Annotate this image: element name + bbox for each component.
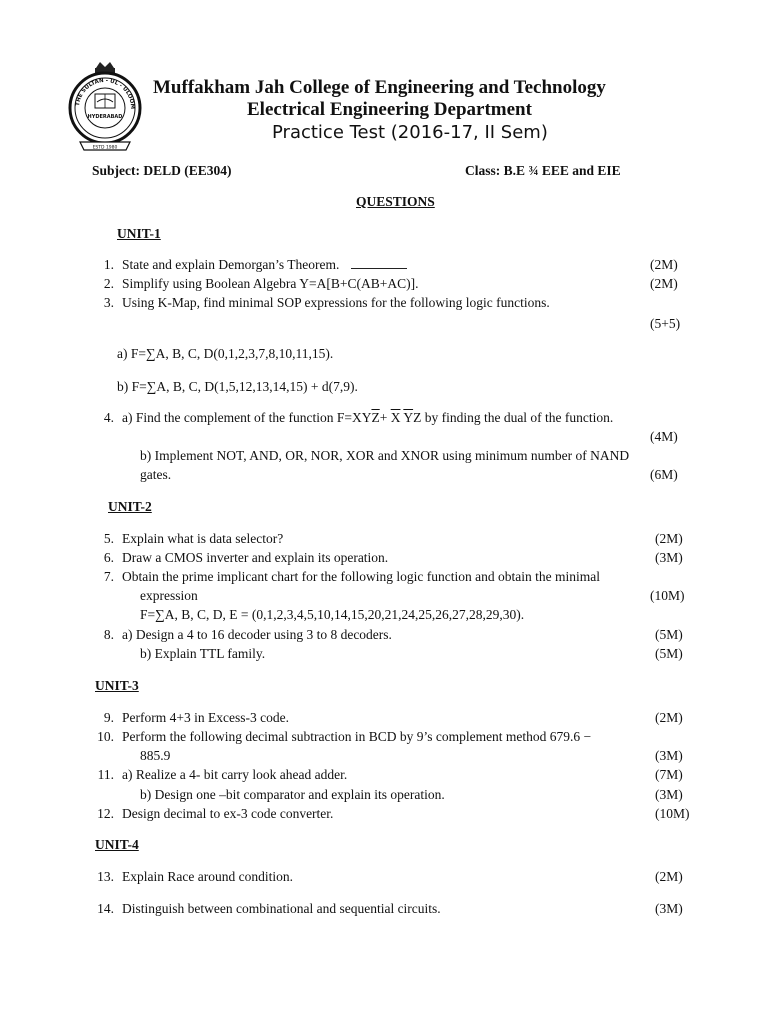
unit-2-heading: UNIT-2 xyxy=(108,499,152,514)
question-7-marks: (10M) xyxy=(650,588,685,603)
question-text: a) Realize a 4- bit carry look ahead adder. xyxy=(122,767,348,782)
question-number: 2. xyxy=(103,276,114,291)
question-number: 5. xyxy=(103,531,114,546)
question-10-cont: 885.9 xyxy=(140,748,171,763)
question-number: 1. xyxy=(103,257,114,272)
question-text: Perform 4+3 in Excess-3 code. xyxy=(122,710,289,725)
question-4a xyxy=(92,410,613,426)
question-text: Using K-Map, find minimal SOP expressions for the following logic functions. xyxy=(122,295,550,310)
unit-1-heading: UNIT-1 xyxy=(117,226,161,241)
question-number: 8. xyxy=(103,627,114,642)
question-8a-marks: (5M) xyxy=(655,627,683,642)
question-12-marks: (10M) xyxy=(655,806,690,821)
question-3b: b) F=∑A, B, C, D(1,5,12,13,14,15) + d(7,9). xyxy=(117,379,358,394)
question-3-marks: (5+5) xyxy=(650,316,681,331)
college-logo xyxy=(62,58,148,154)
unit-4-heading: UNIT-4 xyxy=(95,837,139,852)
questions-heading: QUESTIONS xyxy=(356,194,435,209)
question-5 xyxy=(92,531,283,547)
question-2-marks: (2M) xyxy=(650,276,678,291)
question-number: 13. xyxy=(97,869,114,884)
question-number: 3. xyxy=(103,295,114,310)
question-text: Distinguish between combinational and sequential circuits. xyxy=(122,901,441,916)
question-9 xyxy=(92,710,289,726)
question-7-expression: F=∑A, B, C, D, E = (0,1,2,3,4,5,10,14,15,20,21,24,25,26,27,28,29,30). xyxy=(140,607,525,622)
question-2 xyxy=(92,276,418,292)
question-3a: a) F=∑A, B, C, D(0,1,2,3,7,8,10,11,15). xyxy=(117,346,334,361)
question-7 xyxy=(92,569,600,585)
question-text: Simplify using Boolean Algebra Y=A[B+C(AB+AC)]. xyxy=(122,276,419,291)
question-number: 11. xyxy=(97,767,114,782)
question-text: State and explain Demorgan’s Theorem. xyxy=(122,257,340,272)
department-name: Electrical Engineering Department xyxy=(247,99,532,120)
class-label: Class: B.E ¾ EEE and EIE xyxy=(465,163,621,178)
question-number: 4. xyxy=(103,410,114,425)
question-number: 12. xyxy=(97,806,114,821)
question-4b-cont: gates. xyxy=(140,467,172,482)
question-4b: b) Implement NOT, AND, OR, NOR, XOR and XNOR using minimum number of NAND xyxy=(140,448,630,463)
question-number: 14. xyxy=(97,901,114,916)
overlined-x: $\overline{X}$ xyxy=(390,410,401,425)
logo-banner-text: ESTD 1980 xyxy=(92,145,118,151)
test-title: Practice Test (2016-17, II Sem) xyxy=(272,122,548,143)
question-10-marks: (3M) xyxy=(655,748,683,763)
question-text-end: Z by finding the dual of the function. xyxy=(413,410,614,425)
logo-center-text: HYDERABAD xyxy=(87,114,123,120)
question-10 xyxy=(92,729,591,745)
question-11a-marks: (7M) xyxy=(655,767,683,782)
question-9-marks: (2M) xyxy=(655,710,683,725)
question-1 xyxy=(92,257,407,273)
question-7-cont: expression xyxy=(140,588,198,603)
question-8b: b) Explain TTL family. xyxy=(140,646,266,661)
overlined-y: $\overline{Y}$ xyxy=(403,410,414,425)
overlined-z: $\overline{Z}$ xyxy=(371,410,380,425)
question-13-marks: (2M) xyxy=(655,869,683,884)
plus-sign: + xyxy=(379,410,391,425)
question-13 xyxy=(92,869,293,885)
question-14-marks: (3M) xyxy=(655,901,683,916)
question-14 xyxy=(92,901,441,917)
unit-3-heading: UNIT-3 xyxy=(95,678,139,693)
question-6-marks: (3M) xyxy=(655,550,683,565)
question-number: 9. xyxy=(103,710,114,725)
question-text: a) Design a 4 to 16 decoder using 3 to 8 decoders. xyxy=(122,627,392,642)
question-1-marks: (2M) xyxy=(650,257,678,272)
question-text: Design decimal to ex-3 code converter. xyxy=(122,806,334,821)
question-number: 10. xyxy=(97,729,114,744)
question-8b-marks: (5M) xyxy=(655,646,683,661)
subject-label: Subject: DELD (EE304) xyxy=(92,163,232,178)
college-name: Muffakham Jah College of Engineering and Technology xyxy=(153,77,606,98)
question-text: Draw a CMOS inverter and explain its operation. xyxy=(122,550,389,565)
question-11b-marks: (3M) xyxy=(655,787,683,802)
question-6 xyxy=(92,550,388,566)
logo-ring-text: THE SULTAN - UL - ULOOM xyxy=(75,77,136,110)
question-number: 7. xyxy=(103,569,114,584)
question-3 xyxy=(92,295,550,311)
question-4a-marks: (4M) xyxy=(650,429,678,444)
question-text: Explain what is data selector? xyxy=(122,531,284,546)
question-text: a) Find the complement of the function F=XY xyxy=(122,410,372,425)
question-8a xyxy=(92,627,392,643)
question-4b-marks: (6M) xyxy=(650,467,678,482)
question-5-marks: (2M) xyxy=(655,531,683,546)
question-11b: b) Design one –bit comparator and explain its operation. xyxy=(140,787,445,802)
question-number: 6. xyxy=(103,550,114,565)
answer-blank xyxy=(351,258,407,269)
question-text: Explain Race around condition. xyxy=(122,869,293,884)
question-text: Perform the following decimal subtraction in BCD by 9’s complement method 679.6 − xyxy=(122,729,592,744)
question-text: Obtain the prime implicant chart for the following logic function and obtain the minimal xyxy=(122,569,601,584)
question-11a xyxy=(92,767,347,783)
question-12 xyxy=(92,806,333,822)
